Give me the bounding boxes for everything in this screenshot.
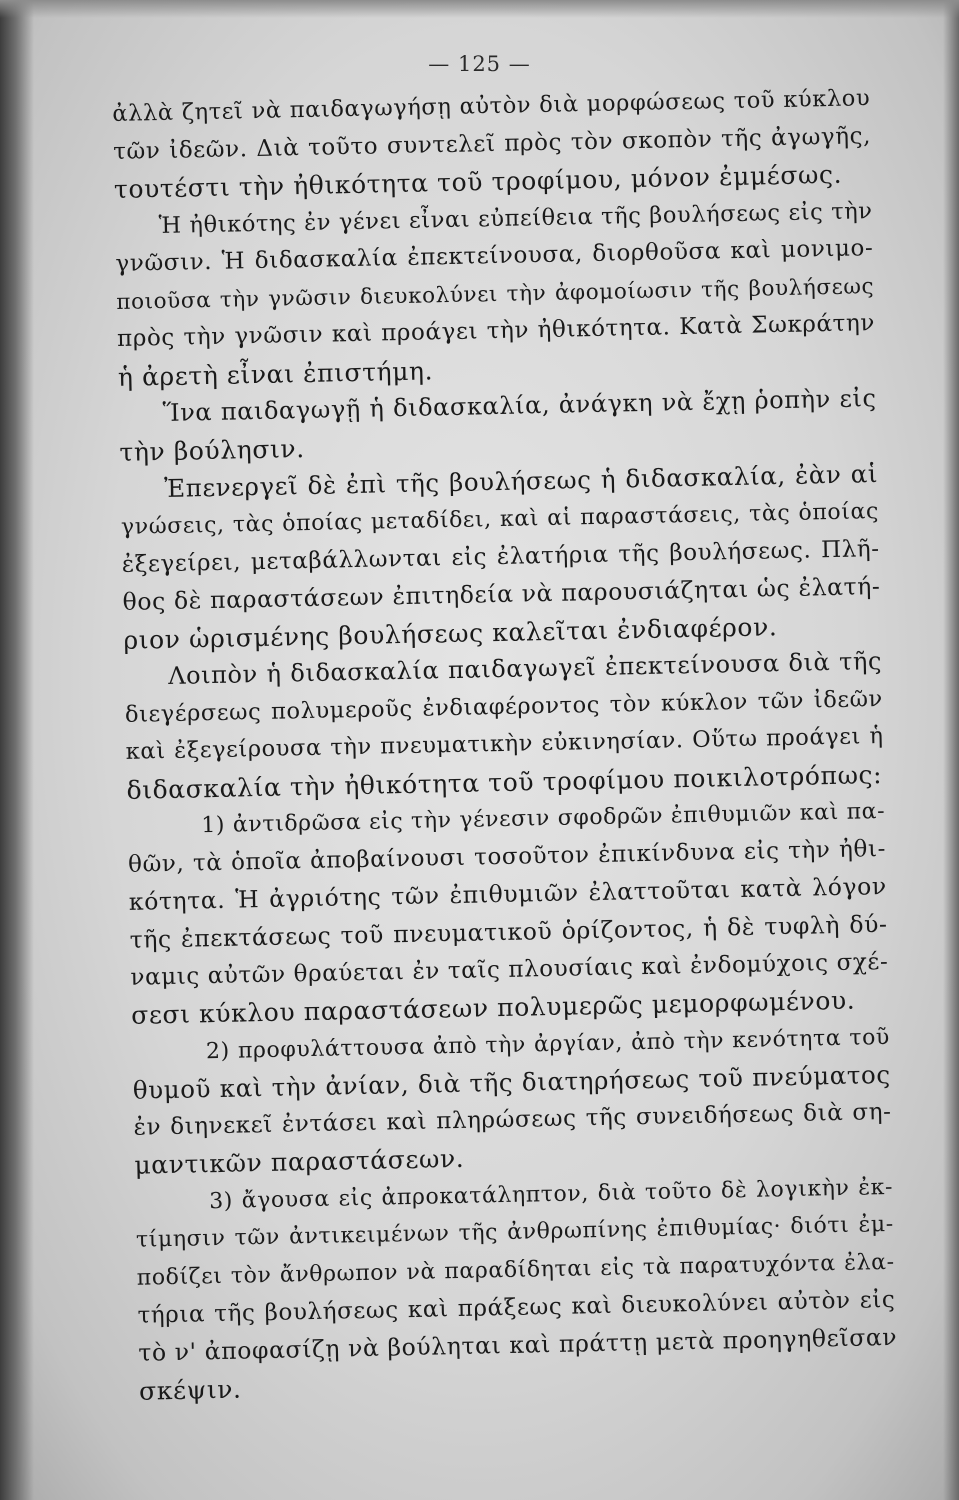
text-line: κότητα. Ἡ ἀγριότης τῶν ἐπιθυμιῶν ἐλαττοῦται κατὰ λόγον [128, 872, 888, 917]
page-binding-shadow [0, 0, 34, 1500]
text-line: ἐν διηνεκεῖ ἐντάσει καὶ πληρώσεως τῆς συνειδήσεως διὰ ση- [133, 1098, 892, 1141]
text-line: σκέψιν. [138, 1374, 242, 1406]
text-line: θυμοῦ καὶ τὴν ἀνίαν, διὰ τῆς διατηρήσεως τοῦ πνεύματος [132, 1060, 891, 1105]
page-top-shadow [0, 0, 959, 18]
text-line: τήρια τῆς βουλήσεως καὶ πράξεως καὶ διευκολύνει αὐτὸν εἰς [137, 1286, 896, 1329]
text-line: τίμησιν τῶν ἀντικειμένων τῆς ἀνθρωπίνης ἐπιθυμίας· διότι ἐμ- [135, 1212, 895, 1254]
body-text [112, 80, 897, 1410]
text-line: τῶν ἰδεῶν. Διὰ τοῦτο συντελεῖ πρὸς τὸν σκοπὸν τῆς ἀγωγῆς, [112, 122, 872, 165]
text-line: καὶ ἐξεγείρουσα τὴν πνευματικὴν εὐκινησίαν. Οὕτω προάγει ἡ [125, 723, 884, 766]
text-line: θος δὲ παραστάσεων ἐπιτηδεία νὰ παρουσιάζηται ὡς ἐλατή- [122, 572, 881, 616]
text-line: ριον ὡρισμένης βουλήσεως καλεῖται ἐνδιαφέρον. [123, 611, 778, 655]
text-line: πρὸς τὴν γνῶσιν καὶ προάγει τὴν ἠθικότητα. Κατὰ Σωκράτην [116, 310, 876, 353]
text-line: σεσι κύκλου παραστάσεων πολυμερῶς μεμορφωμένου. [130, 985, 856, 1030]
text-line: διεγέρσεως πολυμεροῦς ἐνδιαφέροντος τὸν κύκλον τῶν ἰδεῶν [124, 685, 884, 728]
text-line: Ἵνα παιδαγωγῇ ἡ διδασκαλία, ἀνάγκη νὰ ἔχῃ ῥοπὴν εἰς [162, 384, 877, 428]
text-line: μαντικῶν παραστάσεων. [134, 1144, 465, 1181]
text-line: γνώσεις, τὰς ὁποίας μεταδίδει, καὶ αἱ παραστάσεις, τὰς ὁποίας [120, 499, 880, 540]
text-line: θῶν, τὰ ὁποῖα ἀποβαίνουσι τοσοῦτον ἐπικίνδυνα εἰς τὴν ἠθι- [127, 835, 887, 878]
text-line: ἀλλὰ ζητεῖ νὰ παιδαγωγήσῃ αὐτὸν διὰ μορφώσεως τοῦ κύκλου [112, 85, 871, 127]
text-line: 1) ἀντιδρῶσα εἰς τὴν γένεσιν σφοδρῶν ἐπιθυμιῶν καὶ πα- [201, 799, 886, 839]
text-line: Ἡ ἠθικότης ἐν γένει εἶναι εὐπείθεια τῆς βουλήσεως εἰς τὴν [158, 197, 873, 239]
text-line: 3) ἄγουσα εἰς ἀπροκατάληπτον, διὰ τοῦτο δὲ λογικὴν ἐκ- [208, 1174, 894, 1215]
text-line: διδασκαλία τὴν ἠθικότητα τοῦ τροφίμου ποικιλοτρόπως: [126, 759, 883, 805]
page-number: — 125 — [428, 52, 531, 76]
text-line: ἡ ἀρετὴ εἶναι ἐπιστήμη. [117, 356, 434, 392]
text-line: τὴν βούλησιν. [119, 433, 306, 467]
text-line: τῆς ἐπεκτάσεως τοῦ πνευματικοῦ ὁρίζοντος, ἡ δὲ τυφλὴ δύ- [129, 909, 888, 954]
text-line: ποιοῦσα τὴν γνῶσιν διευκολύνει τὴν ἀφομοίωσιν τῆς βουλήσεως [116, 273, 875, 315]
text-line: 2) προφυλάττουσα ἀπὸ τὴν ἀργίαν, ἀπὸ τὴν κενότητα τοῦ [205, 1024, 891, 1064]
text-line: Λοιπὸν ἡ διδασκαλία παιδαγωγεῖ ἐπεκτείνουσα διὰ τῆς [167, 647, 883, 691]
text-line: τὸ ν' ἀποφασίζῃ νὰ βούληται καὶ πράττῃ μετὰ προηγηθεῖσαν [138, 1322, 898, 1367]
text-line: ναμις αὐτῶν θραύεται ἐν ταῖς πλουσίαις καὶ ἐνδομύχοις σχέ- [130, 948, 889, 991]
page-edge-shadow [943, 0, 959, 1500]
text-line: ἐξεγείρει, μεταβάλλωνται εἰς ἐλατήρια τῆς βουλήσεως. Πλῆ- [121, 535, 880, 578]
text-line: γνῶσιν. Ἡ διδασκαλία ἐπεκτείνουσα, διορθοῦσα καὶ μονιμο- [115, 235, 874, 278]
text-line: Ἐπενεργεῖ δὲ ἐπὶ τῆς βουλήσεως ἡ διδασκαλία, ἐὰν αἱ [163, 459, 879, 504]
text-line: ποδίζει τὸν ἄνθρωπον νὰ παραδίδηται εἰς τὰ παρατυχόντα ἐλα- [136, 1249, 895, 1291]
text-line: τουτέστι τὴν ἠθικότητα τοῦ τροφίμου, μόνον ἐμμέσως. [113, 159, 843, 205]
